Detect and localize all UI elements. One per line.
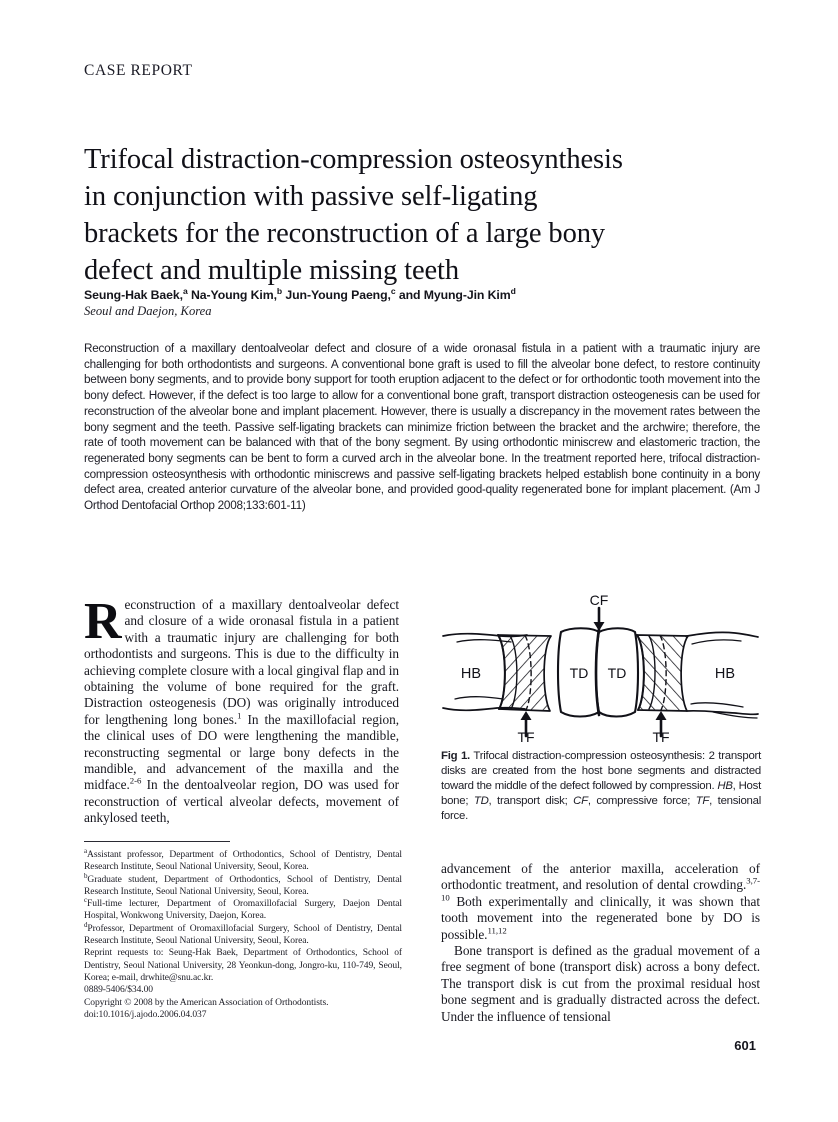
author-affiliation: Seoul and Daejon, Korea xyxy=(84,304,212,318)
author-marker-1: a xyxy=(182,286,188,296)
footnote-item xyxy=(84,871,402,899)
footnote-marker-b: b xyxy=(84,871,88,880)
footnote-marker-a: a xyxy=(84,846,88,855)
page-title xyxy=(84,141,764,289)
title-line-3: brackets for the reconstruction of a large bony xyxy=(84,218,606,250)
title-line-4: defect and multiple missing teeth xyxy=(84,255,460,287)
figure-label-td-right: TD xyxy=(607,665,627,681)
legend-def-cf: , compressive force; xyxy=(587,795,696,808)
right-para-part-1: advancement of the anterior maxilla, acceleration of orthodontic treatment, and resolution of dental crowding. xyxy=(441,861,760,893)
footnote-text-b: Graduate student, Department of Orthodontics, School of Dentistry, Dental Research Institute, Seoul National University, Seoul, Korea. xyxy=(84,873,402,897)
issn-line: 0889-5406/$34.00 xyxy=(84,984,153,996)
footnote-divider xyxy=(84,841,230,842)
email-link[interactable]: drwhite@snu.ac.kr xyxy=(140,971,211,983)
author-list xyxy=(84,286,764,302)
author-marker-2: b xyxy=(276,286,283,296)
left-para-part-2: In the maxillofacial region, the clinical uses of DO were lengthening the mandible, reconstructing segmental or large bony defects in the mandible, and advancement of the maxilla and the midface. xyxy=(84,711,399,793)
footnote-block xyxy=(84,846,402,1021)
legend-abbr-td: TD xyxy=(473,795,489,808)
figure-caption-main: Trifocal distraction-compression osteosynthesis: 2 transport disks are created from the host bone segments and distracted toward the middle of the defect followed by compression. xyxy=(441,750,761,793)
legend-def-tf: , tensional force. xyxy=(441,795,761,823)
figure-label-tf-left: TF xyxy=(517,729,535,742)
left-para-part-1: econstruction of a maxillary dentoalveolar defect and closure of a wide oronasal fistula in a patient with a traumatic injury are challenging for both orthodontists and surgeons. This is due to the difficulty in achieving complete closure with a local gingival flap and in obtaining the volume of bone required for the graft. Distraction osteogenesis (DO) was originally introduced for lengthening long bones. xyxy=(84,597,399,727)
footnote-text-d: Professor, Department of Oromaxillofacial Surgery, School of Dentistry, Dental Research Institute, Seoul National University, Seoul, Korea. xyxy=(84,922,402,947)
copyright-line: Copyright © 2008 by the American Association of Orthodontists. xyxy=(84,996,329,1008)
section-label: CASE REPORT xyxy=(84,62,193,79)
author-name-2: Na-Young Kim, xyxy=(190,288,277,303)
right-column-text xyxy=(441,861,760,1025)
author-marker-3: c xyxy=(390,286,396,296)
reference-marker-2: 2-6 xyxy=(129,776,142,787)
footnote-text-a: Assistant professor, Department of Orthodontics, School of Dentistry, Dental Research Institute, Seoul National University, Seoul, Korea. xyxy=(84,849,402,873)
left-column-paragraph xyxy=(84,593,399,827)
right-paragraph-1 xyxy=(441,861,760,943)
author-name-4: and Myung-Jin Kim xyxy=(398,288,511,303)
title-line-1: Trifocal distraction-compression osteosynthesis xyxy=(84,144,623,176)
reference-marker-3: 3,7-10 xyxy=(441,875,760,903)
title-line-2: in conjunction with passive self-ligating xyxy=(84,181,538,213)
footnote-item xyxy=(84,898,402,923)
abstract-text: Reconstruction of a maxillary dentoalveolar defect and closure of a wide oronasal fistula in a patient with a traumatic injury are challenging for both orthodontists and surgeons. A conventional bone graft is used to fill the alveolar bone defect, to restore continuity between bony segments, and to provide bony support for tooth eruption adjacent to the defect or for orthodontic tooth movement into the bony defect. However, if the defect is too large to allow for a conventional bone graft, transport distraction osteogenesis can be used for reconstruction of the alveolar bone and implant placement. However, there is usually a discrepancy in the movement rates between the bony segment and the teeth. Passive self-ligating brackets can minimize friction between the bracket and the archwire; therefore, the rate of tooth movement can be balanced with that of the bony segment. By using orthodontic miniscrew and elastomeric traction, the regenerated bony segments can be bent to form a curved arch in the alveolar bone. In the treatment reported here, trifocal distraction-compression osteosynthesis with orthodontic miniscrews and passive self-ligating brackets helped establish bone continuity in a bony defect area, created anterior curvature of the alveolar bone, and provided good-quality regenerated bone for implant placement. (Am J Orthod Dentofacial Orthop 2008;133:601-11) xyxy=(84,342,760,513)
doi-line: doi:10.1016/j.ajodo.2006.04.037 xyxy=(84,1008,207,1020)
author-name-1: Seung-Hak Baek, xyxy=(84,288,183,303)
footnote-marker-c: c xyxy=(84,896,88,905)
figure-1-image xyxy=(441,594,760,742)
legend-abbr-tf: TF xyxy=(695,795,710,808)
figure-label-cf: CF xyxy=(589,594,609,608)
footnote-item xyxy=(84,920,402,948)
footnote-marker-d: d xyxy=(84,920,88,929)
legend-abbr-hb: HB xyxy=(717,780,733,793)
reprint-suffix: . xyxy=(210,971,214,983)
right-para-part-2: Both experimentally and clinically, it was shown that tooth movement into the regenerated bone by DO is possible. xyxy=(441,893,760,942)
figure-label-td-left: TD xyxy=(569,665,589,681)
body-column-left xyxy=(84,593,399,827)
reference-marker-1: 1 xyxy=(237,710,242,721)
figure-label-hb-right: HB xyxy=(714,666,736,682)
legend-def-td: , transport disk; xyxy=(488,795,574,808)
body-column-right xyxy=(441,861,760,1025)
reprint-requests xyxy=(84,947,402,984)
figure-1-caption xyxy=(441,749,761,824)
legend-def-hb: , Host bone; xyxy=(441,780,761,808)
reference-marker-4: 11,12 xyxy=(487,925,507,936)
legend-abbr-cf: CF xyxy=(573,795,588,808)
left-para-part-3: In the dentoalveolar region, DO was used for reconstruction of vertical alveolar defects, movement of ankylosed teeth, xyxy=(84,777,399,826)
page-number: 601 xyxy=(734,1038,756,1053)
author-marker-4: d xyxy=(510,286,516,296)
figure-number: Fig 1. xyxy=(441,750,470,762)
reprint-text: Reprint requests to: Seung-Hak Baek, Department of Orthodontics, School of Dentistry, Seoul National University, 28 Yeonkun-dong, Jongro-ku, 110-749, Seoul, Korea; e-mail, xyxy=(84,947,402,983)
figure-label-tf-right: TF xyxy=(652,729,670,742)
author-name-3: Jun-Young Paeng, xyxy=(285,288,391,303)
footnote-text-c: Full-time lecturer, Department of Oromaxillofacial Surgery, Daejon Dental Hospital, Wonkwong University, Daejon, Korea. xyxy=(84,898,402,922)
trifocal-osteosynthesis-diagram xyxy=(441,594,760,742)
figure-label-hb-left: HB xyxy=(460,666,482,682)
right-paragraph-2: Bone transport is defined as the gradual movement of a free segment of bone (transport disk) across a bony defect. The transport disk is cut from the proximal residual host bone segment and is gradually distracted across the defect. Under the influence of tensional xyxy=(441,943,760,1024)
footnote-item xyxy=(84,846,402,874)
drop-cap-letter: R xyxy=(84,593,122,650)
